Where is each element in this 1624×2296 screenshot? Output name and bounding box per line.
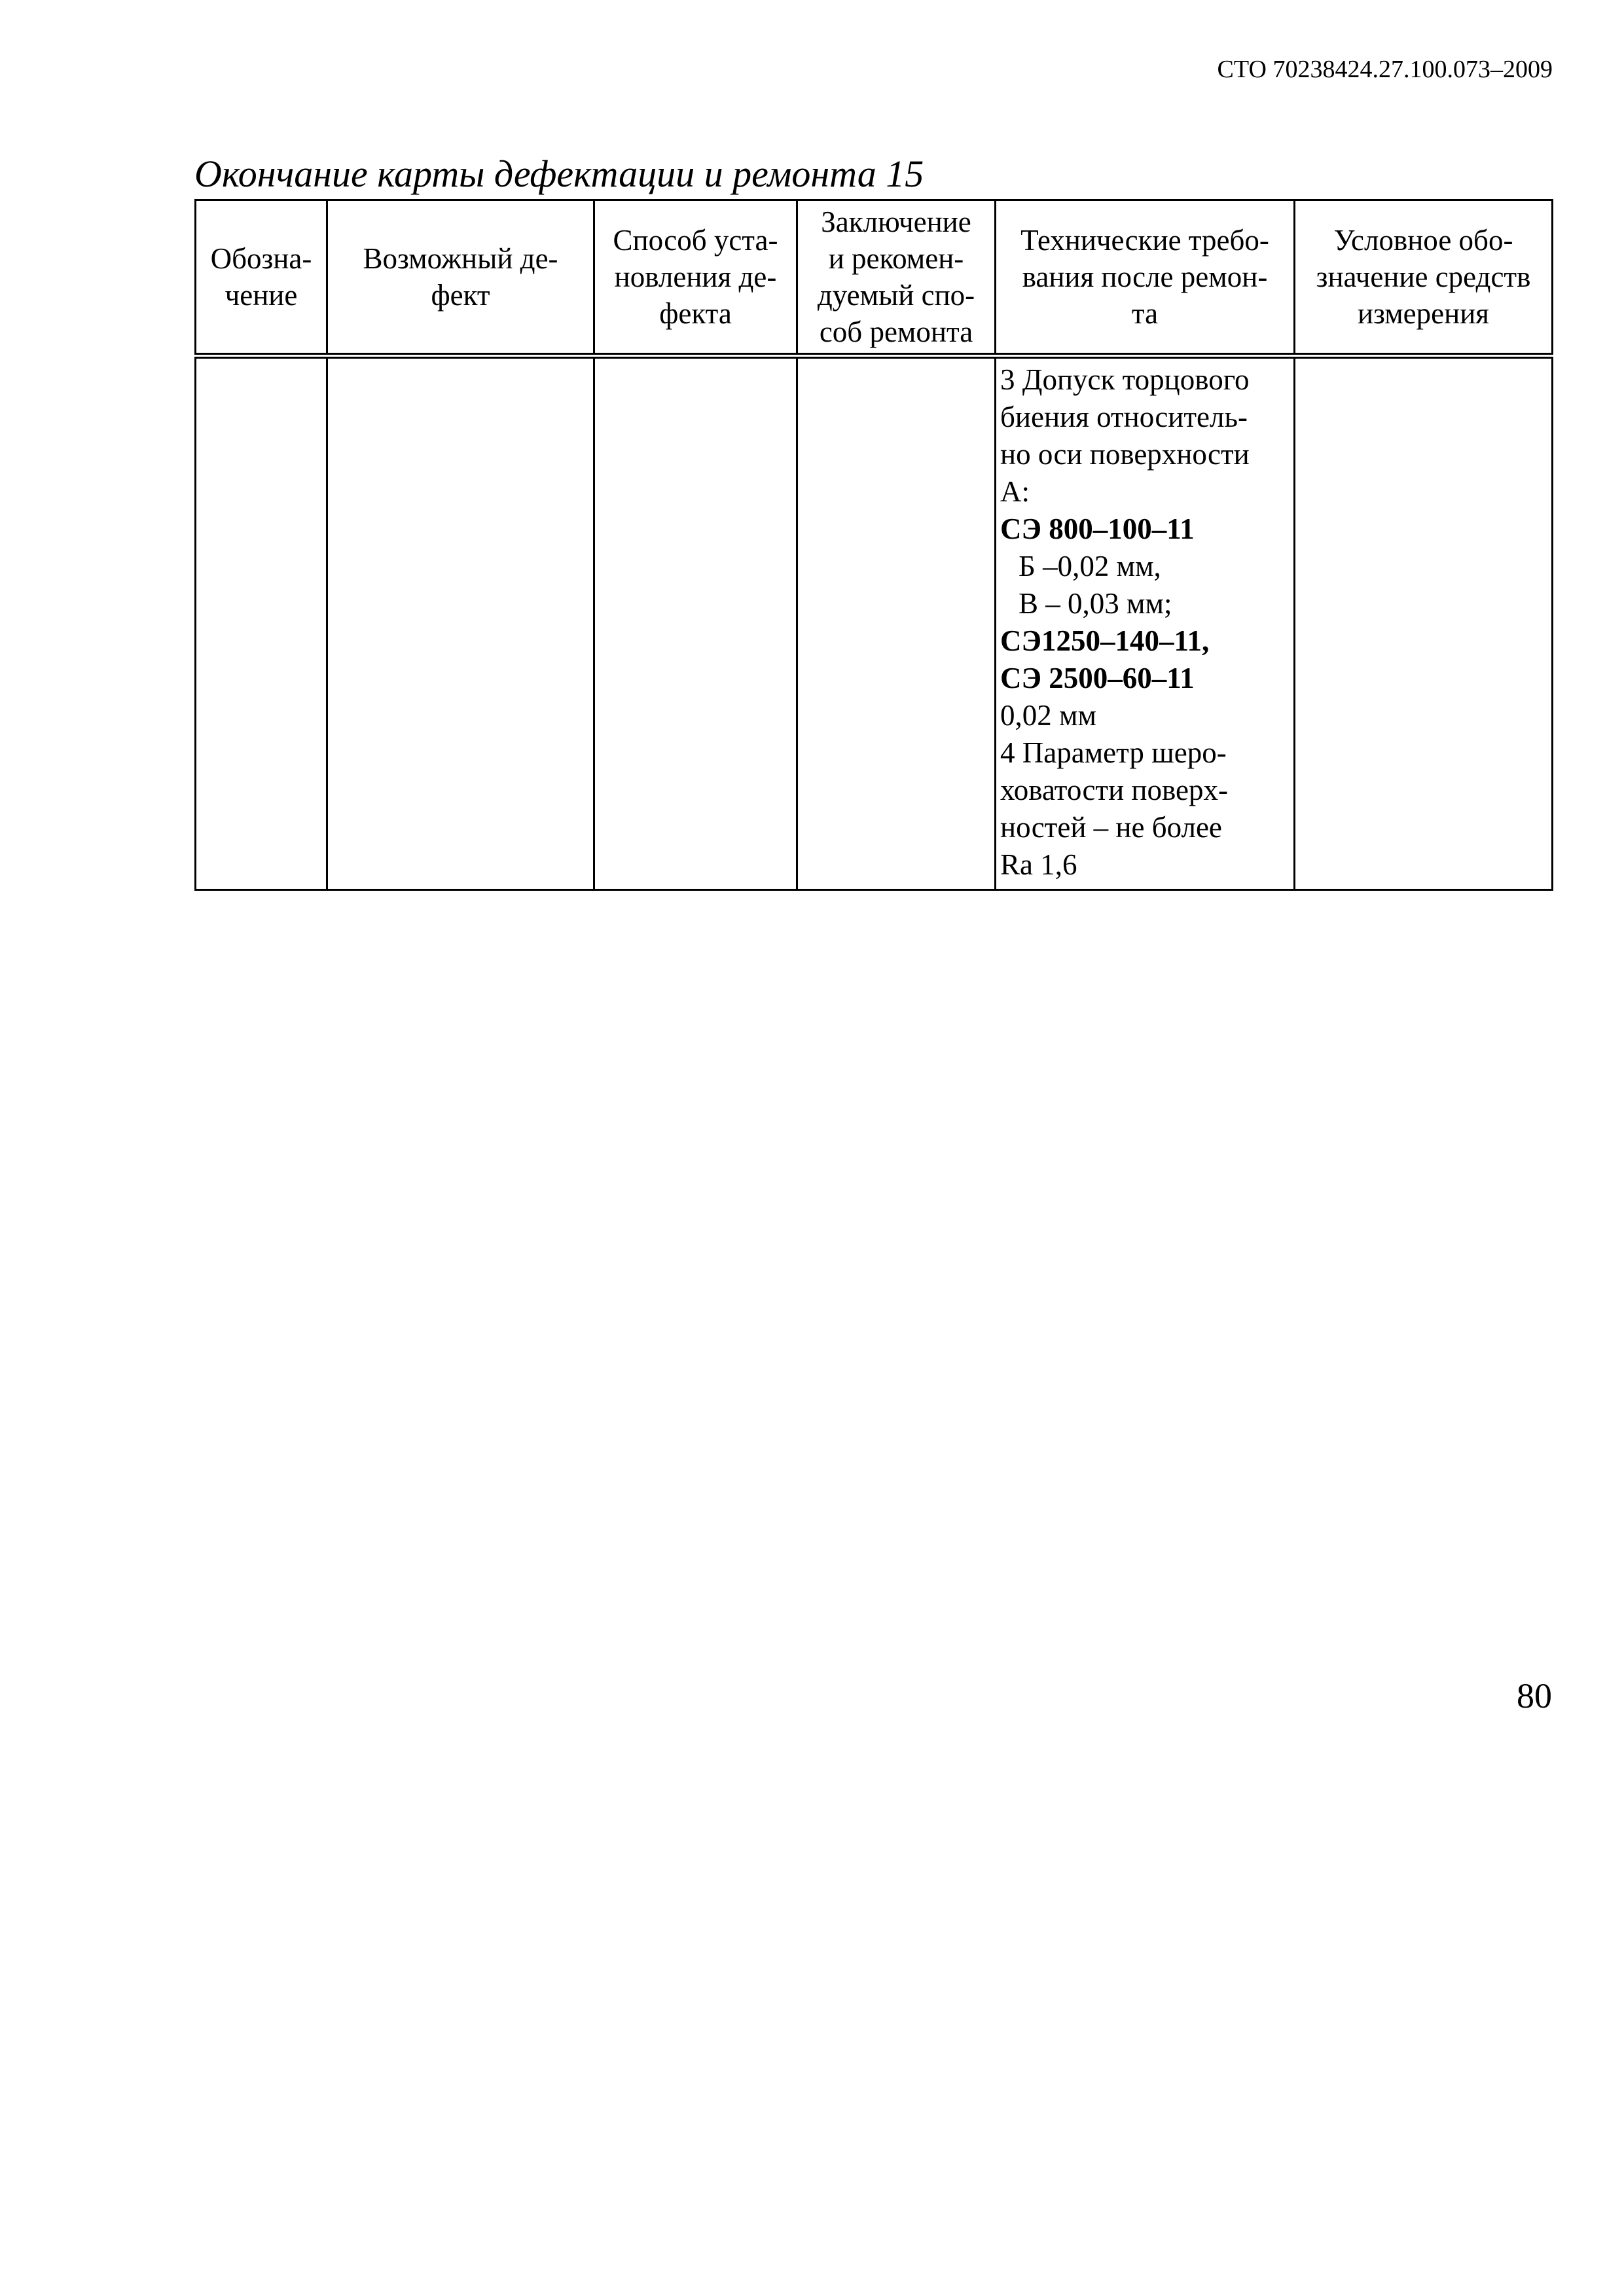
tech-requirement-line: СЭ1250–140–11, — [1000, 624, 1210, 657]
table-row — [196, 356, 1553, 890]
cell-conclusion — [797, 356, 996, 890]
tech-requirement-line: Ra 1,6 — [1000, 848, 1077, 881]
tech-requirement-line: но оси поверхности — [1000, 438, 1250, 471]
tech-requirement-line: ховатости поверх- — [1000, 774, 1228, 806]
header-row — [196, 200, 1553, 356]
page-number: 80 — [1517, 1676, 1552, 1715]
document-code: СТО 70238424.27.100.073–2009 — [1217, 56, 1553, 83]
table-body — [196, 356, 1553, 890]
table-caption: Окончание карты дефектации и ремонта 15 — [194, 152, 924, 195]
column-header-detection-method: Способ уста- новления де- фекта — [594, 200, 797, 356]
column-header-tech-requirements: Технические требо- вания после ремон- та — [996, 200, 1295, 356]
tech-requirement-line: СЭ 2500–60–11 — [1000, 662, 1195, 694]
defect-repair-table — [194, 199, 1553, 891]
column-header-designation: Обозна- чение — [196, 200, 327, 356]
table-header — [196, 200, 1553, 356]
tech-requirement-line: 0,02 мм — [1000, 699, 1096, 732]
cell-designation — [196, 356, 327, 890]
tech-requirement-line: 3 Допуск торцового — [1000, 363, 1250, 396]
cell-measuring-means — [1295, 356, 1553, 890]
tech-requirement-line: ностей – не более — [1000, 811, 1222, 844]
cell-detection-method — [594, 356, 797, 890]
tech-requirement-line: биения относитель- — [1000, 401, 1248, 433]
cell-possible-defect — [327, 356, 594, 890]
column-header-possible-defect: Возможный де- фект — [327, 200, 594, 356]
tech-requirement-line: В – 0,03 мм; — [1019, 587, 1172, 620]
tech-requirement-line: А: — [1000, 475, 1030, 508]
column-header-conclusion: Заключение и рекомен- дуемый спо- соб ремонта — [797, 200, 996, 356]
tech-requirement-line: 4 Параметр шеро- — [1000, 736, 1227, 769]
cell-tech-requirements — [996, 356, 1295, 890]
column-header-measuring-means: Условное обо- значение средств измерения — [1295, 200, 1553, 356]
tech-requirement-line: СЭ 800–100–11 — [1000, 512, 1195, 545]
tech-requirement-line: Б –0,02 мм, — [1019, 550, 1161, 583]
